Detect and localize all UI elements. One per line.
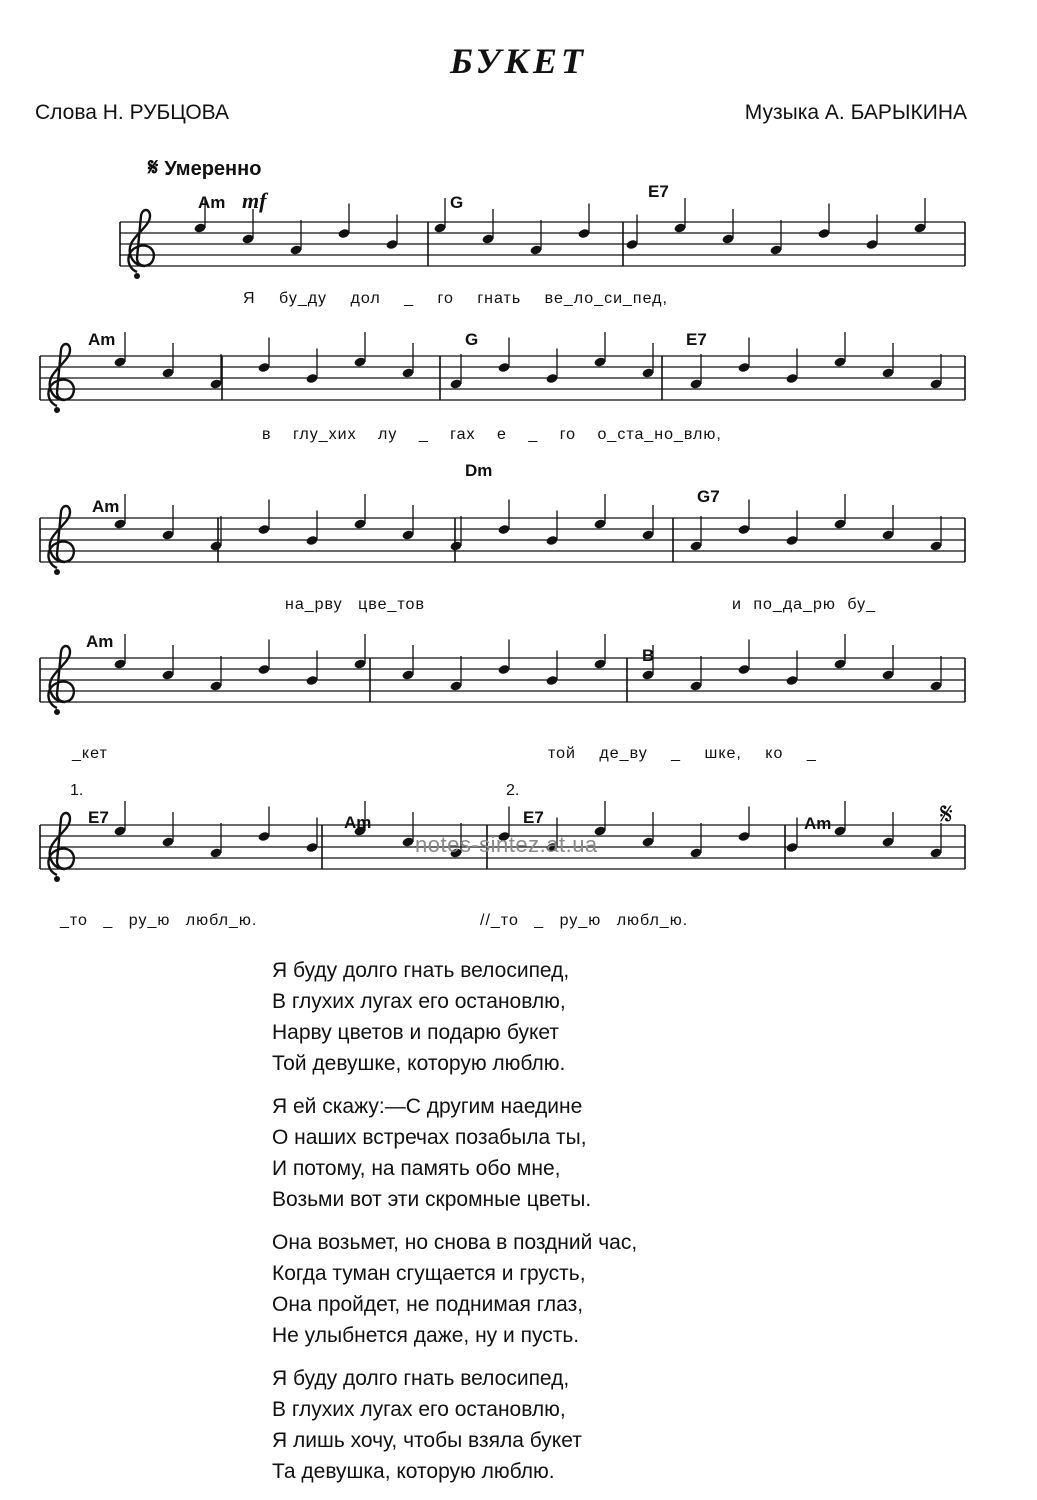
lyric-line: Я бу_ду дол _ го гнать ве_ло_си_пед, (243, 290, 668, 307)
chord-symbol: Am (804, 814, 832, 833)
chord-symbol: B (642, 646, 655, 665)
chord-symbol: E7 (523, 808, 544, 827)
lyric-line: _то _ ру_ю любл_ю. (60, 912, 258, 929)
poem-stanza (272, 955, 637, 1079)
chord-symbol: Am (92, 497, 120, 516)
poem-line: Та девушка, которую люблю. (272, 1460, 555, 1483)
staff (40, 634, 965, 715)
poem-line: Я буду долго гнать велосипед, (272, 1367, 570, 1390)
poem-text (272, 955, 637, 1499)
chord-symbol: E7 (648, 182, 669, 201)
poem-line: Когда туман сгущается и грусть, (272, 1262, 586, 1285)
poem-line: Возьми вот эти скромные цветы. (272, 1188, 592, 1211)
poem-line: И потому, на память обо мне, (272, 1157, 561, 1180)
staff (40, 332, 965, 413)
poem-line: Я лишь хочу, чтобы взяла букет (272, 1429, 582, 1452)
poem-line: Не улыбнется даже, ну и пусть. (272, 1324, 580, 1347)
staff (40, 494, 965, 575)
chord-symbol: Am (86, 632, 114, 651)
chord-symbol: Am (344, 813, 372, 832)
volta-second-ending: 2. (506, 782, 520, 799)
chord-symbol: E7 (686, 330, 707, 349)
composer-credit: Музыка А. БАРЫКИНА (744, 101, 967, 124)
lyricist-credit: Слова Н. РУБЦОВА (35, 101, 229, 124)
poem-stanza (272, 1091, 637, 1215)
chord-symbol: Am (88, 330, 116, 349)
lyric-line: _кет (72, 745, 108, 762)
poem-line: О наших встречах позабыла ты, (272, 1126, 587, 1149)
poem-line: Той девушке, которую люблю. (272, 1052, 566, 1075)
poem-line: Я буду долго гнать велосипед, (272, 959, 570, 982)
segno-icon: 𝄋 (940, 798, 953, 831)
chord-symbol: Am (198, 193, 226, 212)
poem-line: Она возьмет, но снова в поздний час, (272, 1231, 638, 1254)
poem-line: Нарву цветов и подарю букет (272, 1021, 559, 1044)
chord-symbol: G7 (697, 487, 720, 506)
poem-line: В глухих лугах его остановлю, (272, 1398, 566, 1421)
segno-icon: 𝄋 (148, 154, 159, 181)
lyric-line: на_рву цве_тов (285, 596, 425, 613)
lyric-line: в глу_хих лу _ гах е _ го о_ста_но_влю, (262, 426, 722, 443)
lyric-line: //_то _ ру_ю любл_ю. (480, 912, 689, 929)
chord-symbol: G (450, 193, 464, 212)
chord-symbol: Dm (465, 461, 493, 480)
poem-line: Я ей скажу:—С другим наедине (272, 1095, 583, 1118)
watermark: notes-sintez.at.ua (415, 832, 598, 857)
chord-symbol: E7 (88, 808, 109, 827)
poem-line: В глухих лугах его остановлю, (272, 990, 566, 1013)
song-title: БУКЕТ (450, 41, 587, 81)
poem-stanza (272, 1227, 637, 1351)
tempo-text: Умеренно (164, 158, 262, 180)
poem-line: Она пройдет, не поднимая глаз, (272, 1293, 584, 1316)
poem-stanza (272, 1363, 637, 1487)
chord-symbol: G (465, 330, 479, 349)
lyric-line: той де_ву _ шке, ко _ (548, 745, 817, 762)
dynamic-marking: mf (242, 188, 267, 213)
volta-first-ending: 1. (70, 782, 84, 799)
lyric-line: и по_да_рю бу_ (732, 596, 877, 613)
